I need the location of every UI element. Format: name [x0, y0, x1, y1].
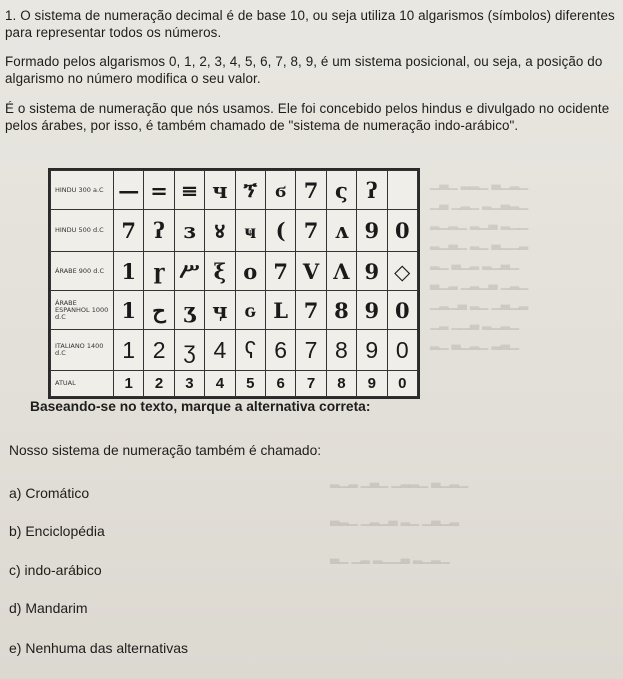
bleed-through-mark: ▁▂▁▂ ▃▁▁▂ ▂▁ ▁▃	[330, 550, 450, 564]
table-row-hindu-500	[51, 210, 418, 252]
glyph-cell: 2	[144, 330, 174, 371]
glyph-cell: ≡	[174, 171, 204, 210]
glyph-cell: =	[144, 171, 174, 210]
glyph-cell: o	[235, 252, 265, 291]
glyph-cell: ʔ	[144, 210, 174, 252]
glyph-cell: 3	[174, 370, 204, 396]
bleed-through-mark: ▁▂▁▃ ▁▂▂▁ ▁▃▁ ▂▁▂	[330, 474, 469, 488]
glyph-cell: ʕ	[235, 330, 265, 371]
glyph-cell: 1	[114, 330, 144, 371]
question-intro: 1. O sistema de numeração decimal é de base 10, ou seja utiliza 10 algarismos (símbolos) diferentes para representar todos os números.	[5, 8, 615, 40]
glyph-cell: ɼ	[144, 252, 174, 291]
glyph-cell: 1	[114, 291, 144, 330]
row-label: HINDU 300 a.C	[51, 171, 114, 210]
row-label: ATUAL	[51, 370, 114, 396]
glyph-cell: ʒ	[174, 330, 204, 371]
glyph-cell: 2	[144, 370, 174, 396]
glyph-cell: 7	[296, 210, 326, 252]
numeral-evolution-table	[48, 168, 420, 399]
glyph-cell: 6	[265, 370, 295, 396]
glyph-cell: 4	[205, 330, 235, 371]
glyph-cell: 8	[326, 291, 356, 330]
bleed-through-mark: ▂▁▃▁ ▁▂ ▃▁▂▁ ▁▂▃	[330, 512, 459, 526]
bleed-through-mark: ▂▁▃▁ ▁▂ ▃▁▂▁	[430, 296, 529, 310]
glyph-cell: ४	[205, 210, 235, 252]
bleed-through-mark: ▁▂▁▂ ▃▁▁ ▂▁	[430, 316, 520, 330]
option-e[interactable]: e) Nenhuma das alternativas	[9, 640, 188, 656]
glyph-cell: 9	[357, 210, 387, 252]
table-row-arabe-espanhol	[51, 291, 418, 330]
glyph-cell: L	[265, 291, 295, 330]
glyph-cell: ◇	[387, 252, 417, 291]
table-row-atual	[51, 370, 418, 396]
glyph-cell: Λ	[326, 252, 356, 291]
option-b[interactable]: b) Enciclopédia	[9, 523, 105, 539]
glyph-cell: 7	[265, 252, 295, 291]
glyph-cell: V	[296, 252, 326, 291]
glyph-cell: ξ	[205, 252, 235, 291]
row-label: ITALIANO 1400 d.C	[51, 330, 114, 371]
bleed-through-mark: ▁▁▂ ▃▁▂ ▁▂▁▂	[430, 216, 529, 230]
glyph-cell: 9	[357, 370, 387, 396]
glyph-cell: 7	[296, 291, 326, 330]
glyph-cell: 9	[357, 330, 387, 371]
row-label: ÁRABE ESPANHOL 1000 d.C	[51, 291, 114, 330]
glyph-cell: ς	[326, 171, 356, 210]
bleed-through-mark: ▁▃▂ ▁▂▁▃ ▁▂	[430, 336, 520, 350]
glyph-cell: 4	[205, 370, 235, 396]
glyph-cell: 1	[114, 252, 144, 291]
bleed-through-mark: ▁▂▃▁▂ ▁▂▁ ▃▁	[430, 196, 529, 210]
glyph-cell: 9	[357, 252, 387, 291]
bleed-through-mark: ▁▂▁▃ ▁▂▂ ▁▃▁	[430, 176, 529, 190]
glyph-cell: 7	[296, 171, 326, 210]
glyph-cell: 8	[326, 330, 356, 371]
glyph-cell: 5	[235, 370, 265, 396]
glyph-cell: ኘ	[235, 171, 265, 210]
question-paragraph-positional: Formado pelos algarismos 0, 1, 2, 3, 4, 5, 6, 7, 8, 9, é um sistema posicional, ou seja, a posição do algarismo no número modifica o seu valor.	[5, 54, 603, 86]
glyph-cell: ԍ	[235, 291, 265, 330]
question-prompt: Nosso sistema de numeração também é chamado:	[9, 443, 322, 458]
glyph-cell: ሥ	[174, 252, 204, 291]
glyph-cell: 1	[114, 370, 144, 396]
question-paragraph-history: É o sistema de numeração que nós usamos. Ele foi concebido pelos hindus e divulgado no ocidente pelos árabes, por isso, é também chamado de "sistema de numeração indo-arábico".	[5, 101, 610, 133]
glyph-cell: 0	[387, 291, 417, 330]
option-c[interactable]: c) indo-arábico	[9, 562, 102, 578]
numeral-table-grid	[50, 170, 418, 397]
glyph-cell: ϭ	[265, 171, 295, 210]
glyph-cell	[387, 171, 417, 210]
glyph-cell: 0	[387, 330, 417, 371]
table-row-hindu-300	[51, 171, 418, 210]
glyph-cell: 7	[114, 210, 144, 252]
row-label: HINDU 500 d.C	[51, 210, 114, 252]
glyph-cell: 7	[296, 330, 326, 371]
table-row-arabe-900	[51, 252, 418, 291]
glyph-cell: ʔ	[357, 171, 387, 210]
bleed-through-mark: ▁▂▁ ▃▁▂▁ ▂▁▃	[430, 276, 529, 290]
glyph-cell: 0	[387, 210, 417, 252]
glyph-cell: 7	[296, 370, 326, 396]
bleed-through-mark: ▁▃▁▂ ▂▁▃ ▁▂	[430, 256, 520, 270]
glyph-cell: 8	[326, 370, 356, 396]
glyph-cell: ʒ	[174, 291, 204, 330]
instruction-text: Baseando-se no texto, marque a alternativa correta:	[30, 399, 371, 414]
glyph-cell: ч	[205, 171, 235, 210]
glyph-cell: 9	[357, 291, 387, 330]
table-row-italiano	[51, 330, 418, 371]
option-a[interactable]: a) Cromático	[9, 485, 90, 501]
glyph-cell: (	[265, 210, 295, 252]
glyph-cell: ح	[144, 291, 174, 330]
glyph-cell: —	[114, 171, 144, 210]
glyph-cell: 0	[387, 370, 417, 396]
glyph-cell: 6	[265, 330, 295, 371]
bleed-through-mark: ▂▁▁▃ ▁▂ ▁▃▁▂	[430, 236, 529, 250]
row-label: ÁRABE 900 d.C	[51, 252, 114, 291]
glyph-cell: ҹ	[235, 210, 265, 252]
option-d[interactable]: d) Mandarim	[9, 600, 88, 616]
glyph-cell: ɜ	[174, 210, 204, 252]
glyph-cell: ʌ	[326, 210, 356, 252]
glyph-cell: ӌ	[205, 291, 235, 330]
